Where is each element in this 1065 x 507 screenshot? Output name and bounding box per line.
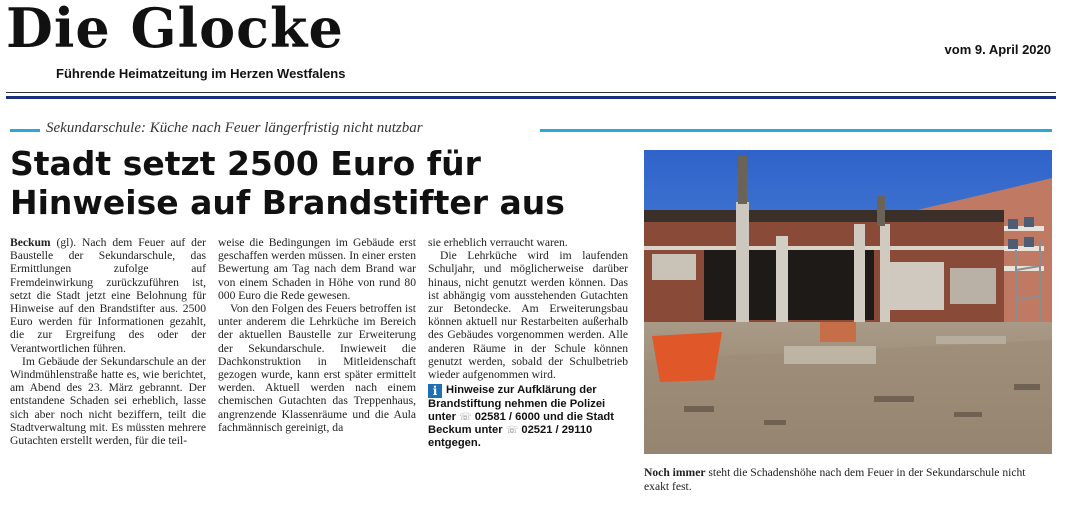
masthead-tagline: Führende Heimatzeitung im Herzen Westfalens [56, 66, 346, 81]
dateline: Beckum [10, 236, 51, 249]
kicker-rule-right [540, 129, 1052, 132]
caption-text: steht die Schadenshöhe nach dem Feuer in der Sekundarschule nicht exakt fest. [644, 466, 1026, 493]
issue-date: vom 9. April 2020 [944, 42, 1051, 57]
article-column-2 [218, 236, 416, 434]
article-paragraph: Von den Folgen des Feuers betroffen ist unter anderem die Lehrküche im Bereich der aktuellen Baustelle zur Erweiterung der Sekundarschule. Inwieweit die Dachkonstruktion in Mitleidenschaft gezogen wurde, kann erst später ermittelt werden. Aktuell werden nach einem chemischen Gutachten das Treppenhaus, angrenzende Klassenräume und die Aula fachmännisch gereinigt, da [218, 302, 416, 434]
info-text: entgegen. [428, 437, 481, 450]
article-photo [644, 150, 1052, 454]
info-box [428, 384, 628, 450]
phone-icon: ☏ [505, 425, 519, 437]
article-paragraph: Im Gebäude der Sekundarschule an der Windmühlenstraße hatte es, wie berichtet, am Abend des 23. März gebrannt. Der entstandene Schaden sei erheblich, lasse sich aber noch nicht beziffern, teilt die Stadtverwaltung mit. Es müssten mehrere Gutachten erstellt werden, für die teil- [10, 354, 206, 448]
info-text: und die Stadt Beckum unter [428, 411, 614, 437]
article-kicker: Sekundarschule: Küche nach Feuer längerfristig nicht nutzbar [46, 120, 423, 136]
masthead-rule-blue [6, 96, 1056, 99]
kicker-rule-left [10, 129, 40, 132]
info-icon: i [428, 384, 442, 398]
phone-number-city: 02521 / 29110 [521, 424, 593, 437]
author-tag: (gl). [50, 236, 77, 249]
article-column-3 [428, 236, 628, 450]
photo-caption [644, 466, 1052, 494]
article-paragraph: sie erheblich verraucht waren. [428, 236, 568, 249]
masthead-logo: Die Glocke [6, 0, 344, 60]
phone-number-police: 02581 / 6000 [474, 411, 541, 424]
article-paragraph [10, 236, 206, 355]
article-paragraph: Die Lehrküche wird im laufenden Schuljahr, und möglicherweise darüber hinaus, nicht genutzt werden können. Das ist abhängig vom ausstehenden Gutachten zur Betondecke. Am Erweiterungsbau können aktuell nur Restarbeiten außerhalb des Gebäudes vorgenommen werden. Alle anderen Räume in der Schule können genutzt werden, sobald der Schulbetrieb wieder aufgenommen wird. [428, 249, 628, 382]
masthead-rule-thin [6, 92, 1056, 93]
article-paragraph: weise die Bedingungen im Gebäude erst geschaffen werden müssen. In einer ersten Bewertung am Tag nach dem Brand war von einem Schaden in Höhe von rund 80 000 Euro die Rede gewesen. [218, 236, 416, 302]
caption-lead: Noch immer [644, 466, 706, 479]
info-text: Hinweise zur Aufklärung der Brandstiftung nehmen die Polizei unter [428, 384, 606, 424]
phone-icon: ☏ [459, 412, 472, 424]
article-headline: Stadt setzt 2500 Euro für Hinweise auf Brandstifter aus [10, 144, 565, 222]
paragraph-text: Nach dem Feuer auf der Baustelle der Sekundarschule, das Ermittlungen zufolge auf Fremdeinwirkung zurückzuführen ist, setzt die Stadt jetzt eine Belohnung für Hinweise auf den Brandstifter aus. 2500 Euro werden für Informationen gezahlt, die zur Ergreifung des oder der Verantwortlichen führen. [10, 236, 206, 355]
fire-damaged-school-photo [644, 150, 1052, 454]
article-column-1 [10, 236, 206, 447]
